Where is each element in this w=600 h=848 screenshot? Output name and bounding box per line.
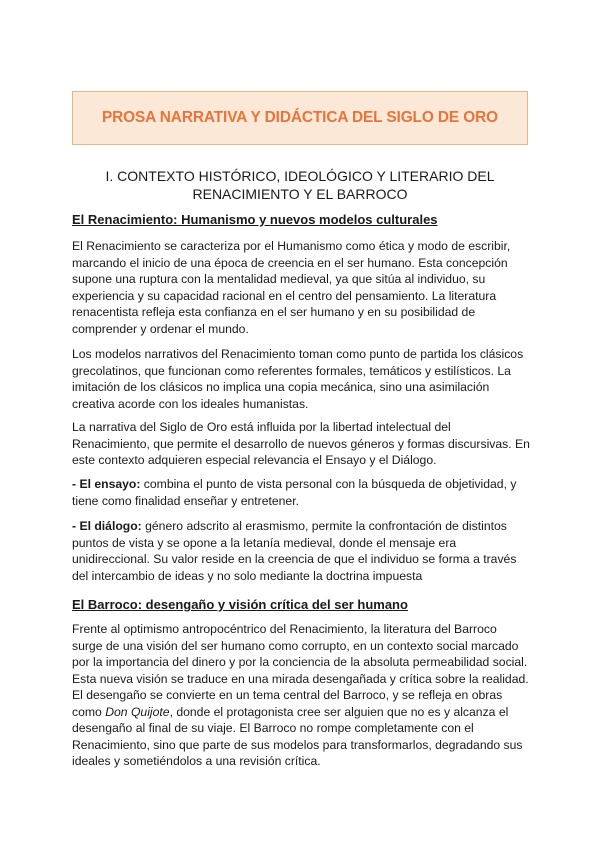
text-line: surge de una visión del ser humano como corrupto, en un contexto social marcado xyxy=(72,638,519,653)
text-line: El Renacimiento se caracteriza por el Humanismo como ética y modo de escribir, xyxy=(72,239,511,253)
section-heading xyxy=(100,167,500,203)
text-line: combina el punto de vista personal con la búsqueda de objetividad, y xyxy=(140,477,517,491)
text-line: unidireccional. Su valor reside en la creencia de que el individuo se forma a través xyxy=(72,552,517,566)
text-line: este contexto adquieren especial relevancia el Ensayo y el Diálogo. xyxy=(72,453,437,467)
text-line: marcando el inicio de una época de creencia en el ser humano. Esta concepción xyxy=(72,255,508,270)
text-line: grecolatinos, que funcionan como referentes formales, temáticos y estilísticos. La xyxy=(72,363,511,378)
text-line: desengaño al final de su viaje. El Barroco no rompe completamente con el xyxy=(72,721,474,735)
text-line: Frente al optimismo antropocéntrico del Renacimiento, la literatura del Barroco xyxy=(72,622,497,636)
text-line: del intercambio de ideas y no solo mediante la doctrina impuesta xyxy=(72,568,423,583)
text-line: La narrativa del Siglo de Oro está influida por la libertad intelectual del xyxy=(72,420,451,434)
text-line: Renacimiento, sino que parte de sus modelos para transformarlos, degradando sus xyxy=(72,737,523,752)
text-line: como xyxy=(72,704,106,719)
text-line: género adscrito al erasmismo, permite la confrontación de distintos xyxy=(141,519,507,533)
renacimiento-paragraph-1 xyxy=(72,238,532,337)
text-line: Renacimiento, que permite el desarrollo de nuevos géneros y formas discursivas. En xyxy=(72,436,530,451)
text-line: supone una ruptura con la mentalidad medieval, ya que sitúa al individuo, su xyxy=(72,272,486,286)
text-line: por la importancia del dinero y por la conciencia de la absoluta permeabilidad social. xyxy=(72,655,528,669)
dialogo-item xyxy=(72,518,532,584)
text-line: ideales y sometiéndolos a una revisión crítica. xyxy=(72,754,321,768)
barroco-paragraph xyxy=(72,621,532,770)
text-line: Esta nueva visión se traduce en una mirada desengañada y crítica sobre la realidad. xyxy=(72,671,529,686)
section-heading-line: I. CONTEXTO HISTÓRICO, IDEOLÓGICO Y LITERARIO DEL xyxy=(105,168,495,184)
title-banner xyxy=(72,91,528,145)
text-line: experiencia y su capacidad racional en el centro del pensamiento. La literatura xyxy=(72,288,497,303)
section-heading-line: RENACIMIENTO Y EL BARROCO xyxy=(192,186,408,202)
renacimiento-paragraph-3 xyxy=(72,419,532,469)
work-title: Don Quijote xyxy=(105,704,170,719)
document-title: PROSA NARRATIVA Y DIDÁCTICA DEL SIGLO DE ORO xyxy=(101,109,499,126)
text-line: imitación de los clásicos no implica una copia mecánica, sino una asimilación xyxy=(72,380,490,394)
renacimiento-heading: El Renacimiento: Humanismo y nuevos modelos culturales xyxy=(72,212,438,227)
text-line: comprender y ordenar el mundo. xyxy=(72,321,249,336)
text-line: , donde el protagonista cree ser alguien que no es y alcanza el xyxy=(169,704,509,719)
barroco-heading: El Barroco: desengaño y visión crítica del ser humano xyxy=(72,597,408,612)
renacimiento-paragraph-2 xyxy=(72,346,532,412)
text-line: puntos de vista y se opone a la letanía medieval, donde el mensaje era xyxy=(72,535,457,550)
text-line: renacentista refleja esta confianza en el ser humano y en su posibilidad de xyxy=(72,305,476,319)
ensayo-item xyxy=(72,476,532,509)
text-line: Los modelos narrativos del Renacimiento toman como punto de partida los clásicos xyxy=(72,347,524,361)
text-line: El desengaño se convierte en un tema central del Barroco, y se refleja en obras xyxy=(72,688,503,702)
text-line: creativa acorde con los ideales humanistas. xyxy=(72,396,309,411)
text-line: tiene como finalidad enseñar y entretener. xyxy=(72,493,299,508)
dialogo-label: - El diálogo: xyxy=(72,519,142,533)
ensayo-label: - El ensayo: xyxy=(72,477,141,491)
